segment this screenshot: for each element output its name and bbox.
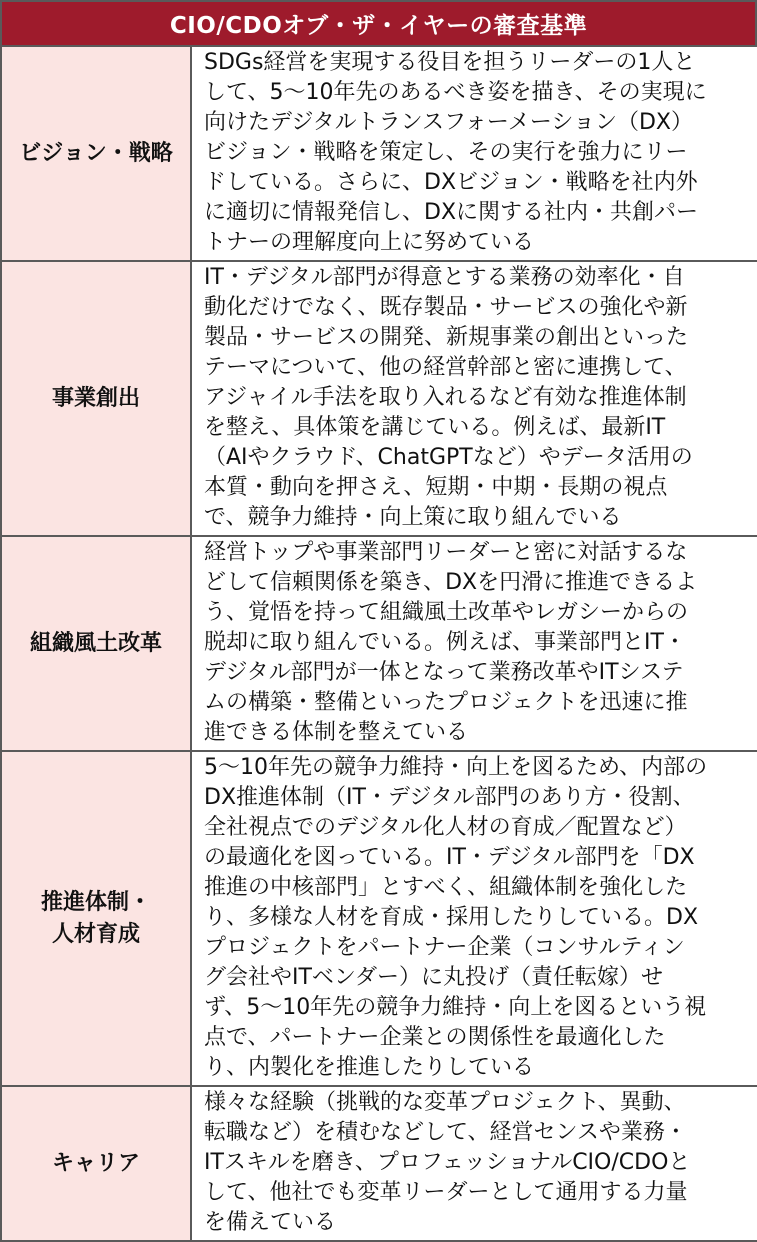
- criterion-text-culture: 経営トップや事業部門リーダーと密に対話するな どして信頼関係を築き、DXを円滑に推進できるよ う、覚悟を持って組織風土改革やレガシーからの 脱却に取り組んでいる。例えば、事業部門とIT・ デジタル部門が一体となって業務改革やITシステ ムの構築・整備といったプロジェクトを迅速に推 進できる体制を整えている: [191, 536, 757, 751]
- criterion-text-organization: 5〜10年先の競争力維持・向上を図るため、内部の DX推進体制（IT・デジタル部門のあり方・役割、 全社視点でのデジタル化人材の育成／配置など） の最適化を図っている。IT・デジタル部門を「DX 推進の中核部門」とすべく、組織体制を強化した り、多様な人材を育成・採用したりしている。DX プロジェクトをパートナー企業（コンサルティン グ会社やITベンダー）に丸投げ（責任転嫁）せ ず、5〜10年先の競争力維持・向上を図るという視 点で、パートナー企業との関係性を最適化した り、内製化を推進したりしている: [191, 751, 757, 1086]
- table-row: [1, 1086, 757, 1241]
- table-row: [1, 751, 757, 1086]
- table-row: [1, 261, 757, 536]
- criterion-label-career: キャリア: [1, 1086, 191, 1241]
- table-row: [1, 536, 757, 751]
- criteria-table: [0, 45, 757, 1242]
- criterion-label-organization: 推進体制・ 人材育成: [1, 751, 191, 1086]
- criterion-label-business: 事業創出: [1, 261, 191, 536]
- criterion-label-culture: 組織風土改革: [1, 536, 191, 751]
- criterion-label-vision: ビジョン・戦略: [1, 46, 191, 261]
- criterion-text-vision: SDGs経営を実現する役目を担うリーダーの1人と して、5〜10年先のあるべき姿を描き、その実現に 向けたデジタルトランスフォーメーション（DX） ビジョン・戦略を策定し、その実行を強力にリー ドしている。さらに、DXビジョン・戦略を社内外 に適切に情報発信し、DXに関する社内・共創パー トナーの理解度向上に努めている: [191, 46, 757, 261]
- criterion-text-business: IT・デジタル部門が得意とする業務の効率化・自 動化だけでなく、既存製品・サービスの強化や新 製品・サービスの開発、新規事業の創出といった テーマについて、他の経営幹部と密に連携して、 アジャイル手法を取り入れるなど有効な推進体制 を整え、具体策を講じている。例えば、最新IT （AIやクラウド、ChatGPTなど）やデータ活用の 本質・動向を押さえ、短期・中期・長期の視点 で、競争力維持・向上策に取り組んでいる: [191, 261, 757, 536]
- table-title: CIO/CDOオブ・ザ・イヤーの審査基準: [0, 0, 757, 45]
- table-row: [1, 46, 757, 261]
- criterion-text-career: 様々な経験（挑戦的な変革プロジェクト、異動、 転職など）を積むなどして、経営センスや業務・ ITスキルを磨き、プロフェッショナルCIO/CDOと して、他社でも変革リーダーとして通用する力量 を備えている: [191, 1086, 757, 1241]
